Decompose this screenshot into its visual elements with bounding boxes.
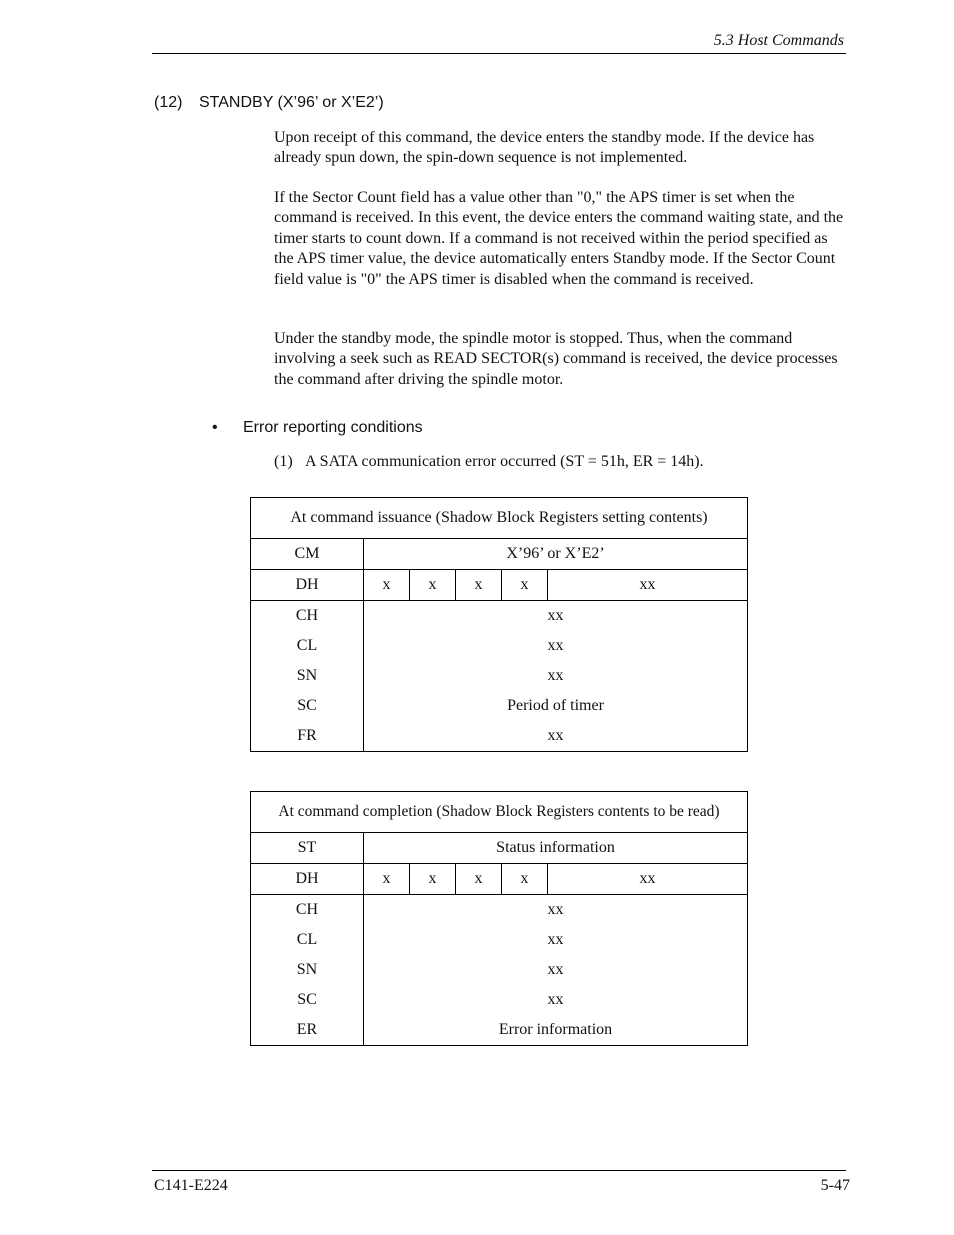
table-title: At command issuance (Shadow Block Registers setting contents) xyxy=(251,498,748,539)
register-label: FR xyxy=(251,721,364,752)
bullet-icon: • xyxy=(212,419,218,436)
register-label: CH xyxy=(251,601,364,632)
dh-bit: x xyxy=(502,864,548,895)
register-label: ST xyxy=(251,833,364,864)
register-value: xx xyxy=(364,925,748,955)
error-condition-number: (1) xyxy=(274,453,293,470)
dh-rest: xx xyxy=(548,570,748,601)
dh-bit: x xyxy=(410,570,456,601)
register-label: CH xyxy=(251,895,364,926)
dh-bit: x xyxy=(364,864,410,895)
running-header: 5.3 Host Commands xyxy=(713,32,844,49)
issuance-register-table xyxy=(250,497,748,752)
register-label: SC xyxy=(251,985,364,1015)
register-value: xx xyxy=(364,955,748,985)
dh-bit: x xyxy=(502,570,548,601)
dh-bit: x xyxy=(456,864,502,895)
register-value: Period of timer xyxy=(364,691,748,721)
register-value: Error information xyxy=(364,1015,748,1046)
register-label: SN xyxy=(251,955,364,985)
register-value: xx xyxy=(364,661,748,691)
table-title: At command completion (Shadow Block Registers contents to be read) xyxy=(251,792,748,833)
register-label: ER xyxy=(251,1015,364,1046)
section-title: STANDBY (X’96’ or X’E2’) xyxy=(199,94,384,111)
dh-bit: x xyxy=(364,570,410,601)
register-value: xx xyxy=(364,721,748,752)
register-value: xx xyxy=(364,631,748,661)
dh-bit: x xyxy=(410,864,456,895)
register-label: CL xyxy=(251,631,364,661)
section-heading xyxy=(154,94,384,112)
header-rule xyxy=(152,53,846,54)
register-label: CM xyxy=(251,539,364,570)
register-label: SC xyxy=(251,691,364,721)
paragraph-1: Upon receipt of this command, the device enters the standby mode. If the device has already spun down, the spin-down sequence is not implemented. xyxy=(274,129,815,167)
paragraph-3: Under the standby mode, the spindle motor is stopped. Thus, when the command involving a seek such as READ SECTOR(s) command is received, the device processes the command after driving the spindle motor. xyxy=(274,330,838,388)
section-number: (12) xyxy=(154,94,183,111)
paragraph-2: If the Sector Count field has a value other than "0," the APS timer is set when the command is received. In this event, the device enters the command waiting state, and the timer starts to count down. If a command is not received within the period specified as the APS timer value, the device automatically enters Standby mode. If the Sector Count field value is "0" the APS timer is disabled when the command is received. xyxy=(274,189,844,288)
register-label: DH xyxy=(251,570,364,601)
register-label: DH xyxy=(251,864,364,895)
dh-rest: xx xyxy=(548,864,748,895)
bullet-item xyxy=(212,419,423,437)
completion-register-table xyxy=(250,791,748,1046)
footer-rule xyxy=(152,1170,846,1171)
dh-bit: x xyxy=(456,570,502,601)
register-value: Status information xyxy=(364,833,748,864)
register-label: SN xyxy=(251,661,364,691)
register-value: xx xyxy=(364,895,748,926)
document-id: C141-E224 xyxy=(154,1177,228,1194)
error-condition-text: A SATA communication error occurred (ST = 51h, ER = 14h). xyxy=(305,453,704,470)
register-label: CL xyxy=(251,925,364,955)
register-value: xx xyxy=(364,985,748,1015)
page-number: 5-47 xyxy=(820,1177,850,1194)
bullet-text: Error reporting conditions xyxy=(243,419,423,436)
error-condition-item xyxy=(274,453,704,471)
register-value: X’96’ or X’E2’ xyxy=(364,539,748,570)
register-value: xx xyxy=(364,601,748,632)
